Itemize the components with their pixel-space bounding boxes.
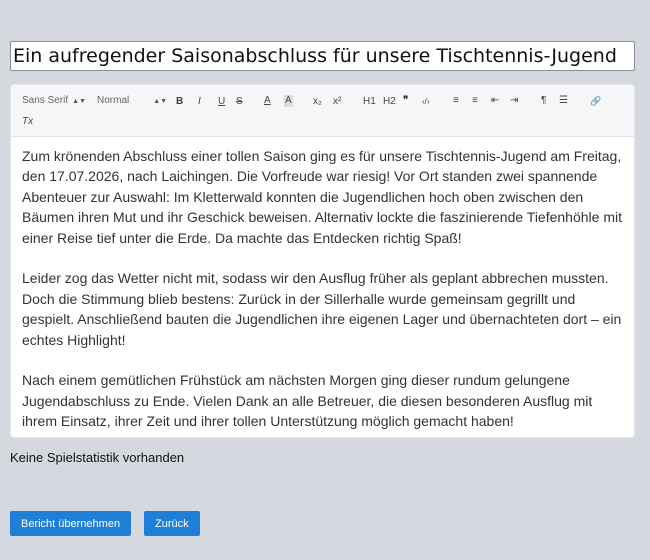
bullet-list-icon[interactable]: ≡ [472, 95, 478, 106]
bold-button[interactable]: B [176, 96, 184, 107]
report-paragraph: Zum krönenden Abschluss einer tollen Saison ging es für unsere Tischtennis-Jugend am Freitag, den 17.07.2026, nach Laichingen. Die Vorfreude war riesig! Vor Ort standen zwei spannende Abenteuer zur Auswahl: Im Kletterwald konnten die Jugendlichen hoch oben zwischen den Bäumen ihren Mut und ihr Geschick beweisen. Alternativ lockte die faszinierende Tiefenhöhle mit einer Reise tief unter die Erde. Da machte das Entdecken richtig Spaß! [22, 148, 622, 246]
indent-icon[interactable]: ⇥ [510, 95, 519, 106]
italic-button[interactable]: I [198, 96, 201, 107]
strike-button[interactable]: S [236, 96, 243, 107]
code-icon[interactable]: ‹/› [422, 97, 430, 106]
header2-button[interactable]: H2 [383, 96, 396, 107]
align-icon[interactable]: ☰ [559, 95, 568, 106]
superscript-button[interactable]: x² [333, 96, 342, 107]
rich-text-editor [10, 84, 635, 438]
font-family-select[interactable]: Sans Serif ▲▼ [22, 95, 86, 106]
back-button[interactable]: Zurück [144, 511, 200, 536]
editor-content[interactable] [11, 137, 634, 432]
font-size-select[interactable]: Normal ▲▼ [97, 95, 168, 106]
underline-button[interactable]: U [218, 96, 226, 107]
editor-toolbar [11, 85, 634, 137]
link-icon[interactable]: 🔗 [590, 96, 602, 106]
text-color-button[interactable]: A [264, 95, 271, 106]
report-paragraph: Leider zog das Wetter nicht mit, sodass wir den Ausflug früher als geplant abbrechen mussten. Doch die Stimmung blieb bestens: Zurück in der Sillerhalle wurde gemeinsam gegrillt und gespielt. Anschließend bauten die Jugendlichen ihre eigenen Lager und übernachteten dort – ein echtes Highlight! [22, 270, 622, 348]
select-arrow-icon: ▲▼ [72, 98, 86, 105]
report-paragraph: Nach einem gemütlichen Frühstück am nächsten Morgen ging dieser rundum gelungene Jugendabschluss zu Ende. Vielen Dank an alle Betreuer, die diesen besonderen Ausflug mit ihrem Einsatz, ihrer Zeit und ihrer tollen Unterstützung möglich gemacht haben! [22, 372, 593, 430]
header1-button[interactable]: H1 [363, 96, 376, 107]
outdent-icon[interactable]: ⇤ [491, 95, 500, 106]
report-title-input[interactable] [10, 41, 635, 71]
text-direction-icon[interactable]: ¶ [541, 95, 547, 106]
background-color-button[interactable]: A [285, 95, 292, 106]
select-arrow-icon: ▲▼ [153, 98, 168, 105]
subscript-button[interactable]: x₂ [313, 96, 322, 107]
blockquote-icon[interactable]: ❞ [403, 95, 409, 106]
submit-report-button[interactable]: Bericht übernehmen [10, 511, 131, 536]
clean-format-icon[interactable]: Tx [22, 116, 34, 127]
ordered-list-icon[interactable]: ≡ [453, 95, 459, 106]
no-statistics-text: Keine Spielstatistik vorhanden [10, 450, 185, 465]
